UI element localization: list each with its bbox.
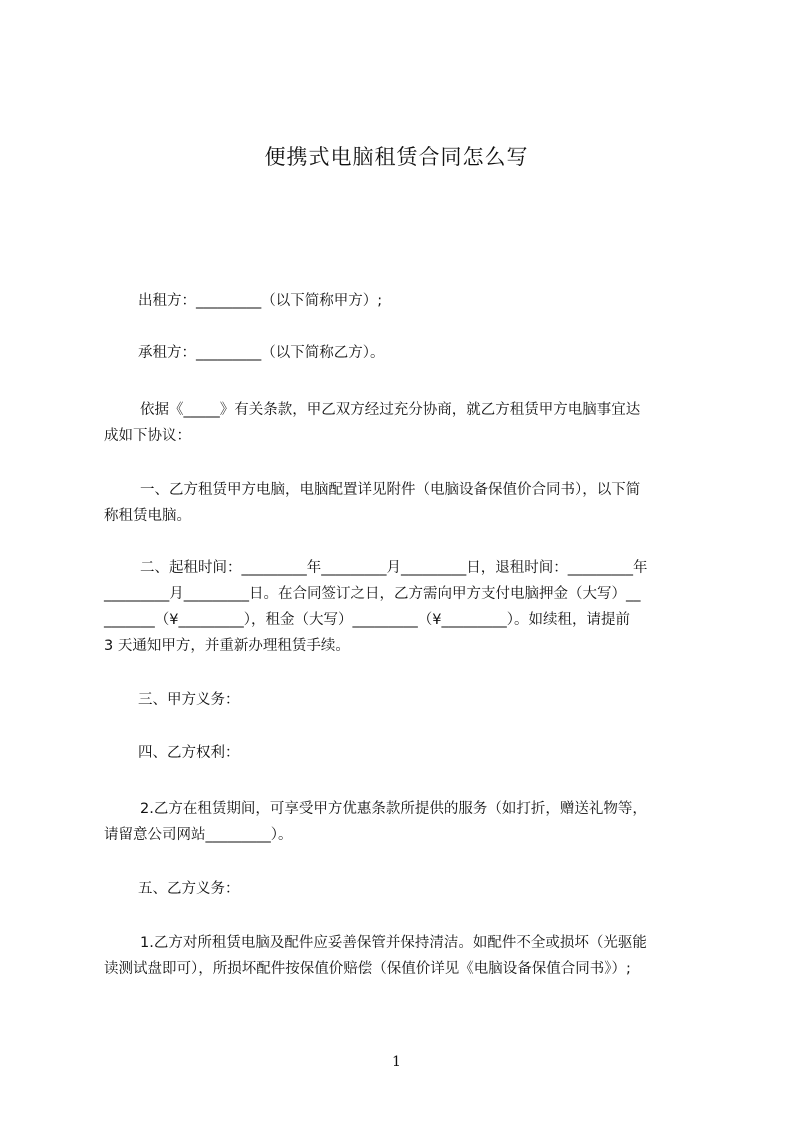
clause-5-text: 五、乙方义务： <box>138 881 240 897</box>
clause-5-item-1-line-2: 读测试盘即可），所损坏配件按保值价赔偿（保值价详见《电脑设备保值合同书》）; <box>104 961 631 977</box>
clause-5-item-1-line-1: 1.乙方对所租赁电脑及配件应妥善保管并保持清洁。如配件不全或损坏（光驱能 <box>140 935 647 951</box>
clause-5-item-1 <box>104 930 702 982</box>
clause-4-text: 四、乙方权利： <box>138 745 240 761</box>
page-number: 1 <box>392 1054 401 1070</box>
clause-2-line-3: _______（¥_________），租金（大写）_________（¥_________）。如续租，请提前 <box>104 612 630 628</box>
basis-line-2: 成如下协议： <box>104 428 191 444</box>
clause-2-line-2: _________月_________日。在合同签订之日，乙方需向甲方支付电脑押金（大写）__ <box>104 586 641 602</box>
clause-4-heading <box>104 740 702 766</box>
lessor-text: 出租方：_________（以下简称甲方）; <box>138 293 383 309</box>
clause-2-line-1: 二、起租时间：_________年_________月_________日，退租时间：_________年 <box>140 560 648 576</box>
document-title: 便携式电脑租赁合同怎么写 <box>264 145 529 169</box>
clause-4-item-2-line-2: 请留意公司网站_________）。 <box>104 827 293 843</box>
clause-1-paragraph <box>104 477 702 529</box>
lessee-text: 承租方：_________（以下简称乙方）。 <box>138 345 385 361</box>
clause-1-line-1: 一、乙方租赁甲方电脑，电脑配置详见附件（电脑设备保值价合同书），以下简 <box>140 482 641 498</box>
basis-paragraph <box>104 397 702 449</box>
clause-3-heading <box>104 687 702 713</box>
clause-2-line-4: 3 天通知甲方，并重新办理租赁手续。 <box>104 638 350 654</box>
clause-2-paragraph <box>104 555 702 659</box>
basis-line-1: 依据《_____》有关条款，甲乙双方经过充分协商，就乙方租赁甲方电脑事宜达 <box>140 402 641 418</box>
clause-5-heading <box>104 876 702 902</box>
clause-4-item-2-line-1: 2.乙方在租赁期间，可享受甲方优惠条款所提供的服务（如打折，赠送礼物等， <box>140 801 647 817</box>
lessee-line <box>104 340 702 366</box>
lessor-line <box>104 288 702 314</box>
clause-3-text: 三、甲方义务： <box>138 692 240 708</box>
clause-1-line-2: 称租赁电脑。 <box>104 508 191 524</box>
clause-4-item-2 <box>104 796 702 848</box>
